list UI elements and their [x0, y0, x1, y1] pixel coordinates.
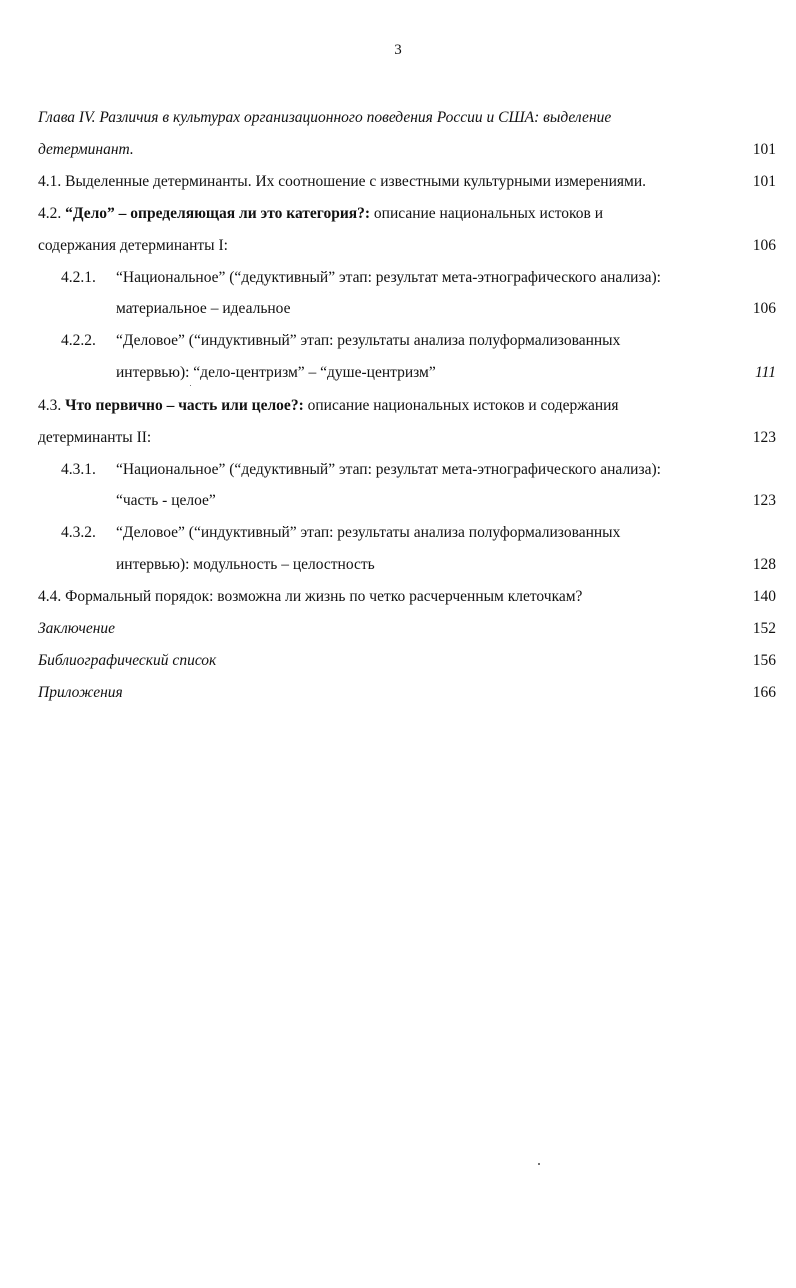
toc-entry-4-4-page: 140	[752, 588, 776, 605]
toc-entry-4-2-num: 4.2.	[38, 205, 62, 222]
toc-entry-4-1-text: 4.1. Выделенные детерминанты. Их соотношение с известными культурными измерениями.	[38, 173, 647, 190]
toc-chapter4-title: Глава IV. Различия в культурах организационного поведения России и США: выделение	[38, 109, 612, 126]
toc-entry-4-2-1-cont: материальное – идеальное	[116, 300, 291, 317]
toc-chapter4-title-line1	[38, 108, 776, 128]
toc-bibliography	[38, 651, 776, 671]
toc-appendices-text: Приложения	[38, 684, 123, 701]
toc-chapter4-title-line2	[38, 140, 776, 160]
toc-entry-4-2-1-text: “Национальное” (“дедуктивный” этап: результат мета-этнографического анализа):	[116, 269, 661, 286]
toc-entry-4-2-2-cont: интервью): “дело-центризм” – “душе-центризм”	[116, 364, 436, 381]
toc-entry-4-2-rest: описание национальных истоков и	[373, 205, 603, 222]
toc-entry-4-2-line2	[38, 236, 776, 256]
toc-entry-4-3-2-text: “Деловое” (“индуктивный” этап: результаты анализа полуформализованных	[116, 524, 621, 541]
toc-entry-4-2-1-num: 4.2.1.	[61, 269, 96, 286]
toc-entry-4-3-line2	[38, 428, 776, 448]
toc-entry-4-3-2-cont: интервью): модульность – целостность	[116, 556, 375, 573]
toc-bibliography-text: Библиографический список	[38, 652, 217, 669]
toc-entry-4-2-2-num: 4.2.2.	[61, 332, 96, 349]
toc-entry-4-3-bold: Что первично – часть или целое?:	[65, 397, 304, 414]
toc-entry-4-2-1-page: 106	[752, 300, 776, 317]
toc-entry-4-3-num: 4.3.	[38, 397, 62, 414]
toc-entry-4-4	[38, 587, 776, 607]
toc-entry-4-3-rest: описание национальных истоков и содержания	[307, 397, 619, 414]
toc-entry-4-1	[38, 172, 776, 192]
scan-speck	[190, 385, 191, 386]
toc-entry-4-3	[38, 396, 776, 416]
toc-entry-4-3-cont: детерминанты II:	[38, 429, 152, 446]
toc-entry-4-3-1-text: “Национальное” (“дедуктивный” этап: результат мета-этнографического анализа):	[116, 461, 661, 478]
toc-conclusion	[38, 619, 776, 639]
toc-entry-4-3-page: 123	[752, 429, 776, 446]
toc-appendices-page: 166	[752, 684, 776, 701]
toc-entry-4-3-1-cont: “часть - целое”	[116, 492, 216, 509]
toc-entry-4-4-text: 4.4. Формальный порядок: возможна ли жизнь по четко расчерченным клеточкам?	[38, 588, 583, 605]
page-number: 3	[394, 42, 402, 58]
toc-entry-4-3-1-page: 123	[752, 492, 776, 509]
toc-chapter4-title-cont: детерминант.	[38, 141, 134, 158]
scan-speck	[538, 1163, 540, 1165]
toc-conclusion-page: 152	[752, 620, 776, 637]
toc-entry-4-2-cont: содержания детерминанты I:	[38, 237, 228, 254]
toc-entry-4-3-2-page: 128	[752, 556, 776, 573]
toc-appendices	[38, 683, 776, 703]
toc-entry-4-3-2-num: 4.3.2.	[61, 524, 96, 541]
toc-conclusion-text: Заключение	[38, 620, 116, 637]
toc-entry-4-3-1-num: 4.3.1.	[61, 461, 96, 478]
toc-entry-4-2-page: 106	[752, 237, 776, 254]
toc-entry-4-1-page: 101	[752, 173, 776, 190]
toc-entry-4-2-2-text: “Деловое” (“индуктивный” этап: результаты анализа полуформализованных	[116, 332, 621, 349]
toc-bibliography-page: 156	[752, 652, 776, 669]
toc-chapter4-page: 101	[752, 141, 776, 158]
toc-entry-4-2	[38, 204, 776, 224]
toc-entry-4-2-2-page: 111	[755, 364, 776, 381]
toc-entry-4-2-bold: “Дело” – определяющая ли это категория?:	[65, 205, 371, 222]
